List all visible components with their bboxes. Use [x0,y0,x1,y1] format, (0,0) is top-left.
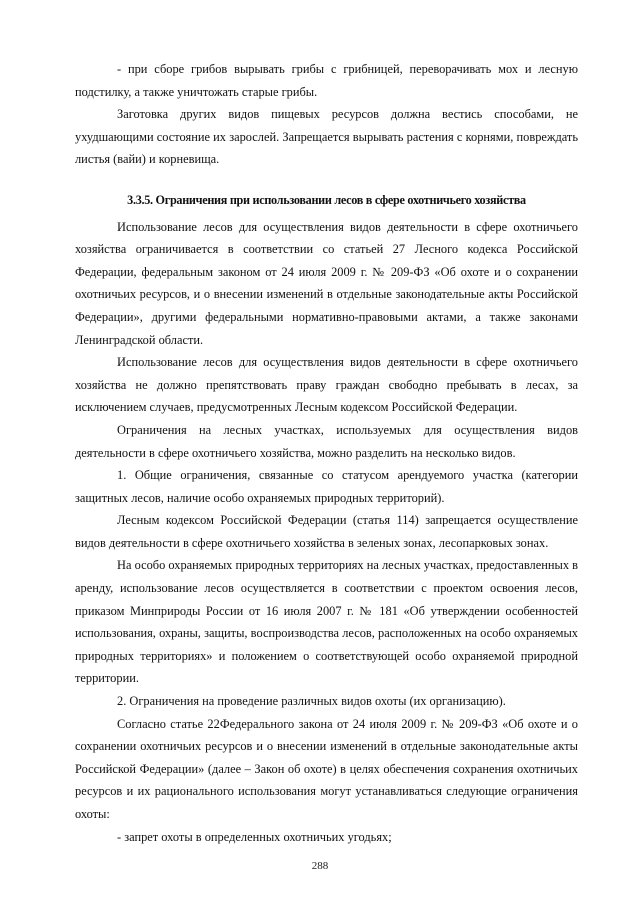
paragraph-hunting-types-restrictions: 2. Ограничения на проведение различных видов охоты (их организацию). [117,694,506,709]
paragraph-citizen-rights: Использование лесов для осуществления видов деятельности в сфере охотничьего хозяйства не должно препятствовать праву граждан свободно пребывать в лесах, за исключением случаев, предусмотренных Лесным кодексом Российской Федерации. [75,355,578,415]
paragraph-other-food-resources: Заготовка других видов пищевых ресурсов должна вестись способами, не ухудшающими состояние их зарослей. Запрещается вырывать растения с корнями, повреждать листья (вайи) и корневища. [75,107,578,167]
document-page [75,58,578,848]
paragraph-protected-areas: На особо охраняемых природных территориях на лесных участках, предоставленных в аренду, использование лесов осуществляется в соответствии с проектом освоения лесов, приказом Минприроды России от 16 июля 2007 г. № 181 «Об утверждении особенностей использования, охраны, защиты, воспроизводства лесов, расположенных на особо охраняемых природных территориях» и положением о соответствующей особо охраняемой природной территории. [75,558,578,686]
paragraph-forest-code-article: Лесным кодексом Российской Федерации (статья 114) запрещается осуществление видов деятельности в сфере охотничьего хозяйства в зеленых зонах, лесопарковых зонах. [75,513,578,550]
page-number: 288 [311,860,329,872]
paragraph-restriction-types: Ограничения на лесных участках, используемых для осуществления видов деятельности в сфере охотничьего хозяйства, можно разделить на несколько видов. [75,422,578,460]
paragraph-hunting-restrictions-basis: Использование лесов для осуществления видов деятельности в сфере охотничьего хозяйства ограничивается в соответствии со статьей 27 Лесного кодекса Российской Федерации, федеральным законом от 24 июля 2009 г. № 209-ФЗ «Об охоте и о сохранении охотничьих ресурсов, и о внесении изменений в отдельные законодательные акты Российской Федерации», другими федеральными нормативно-правовыми актами, а также законами Ленинградской области. [75,219,578,347]
paragraph-hunting-ban-item: - запрет охоты в определенных охотничьих угодьях; [117,829,392,844]
paragraph-hunting-law-article: Согласно статье 22Федерального закона от 24 июля 2009 г. № 209-ФЗ «Об охоте и о сохранении охотничьих ресурсов и о внесении изменений в отдельные законодательные акты Российской Федерации» (далее – Закон об охоте) в целях обеспечения сохранения охотничьих ресурсов и их рационального использования могут устанавливаться следующие ограничения охоты: [75,716,578,821]
section-heading: 3.3.5. Ограничения при использовании лесов в сфере охотничьего хозяйства [127,192,526,207]
paragraph-mushroom-rules: - при сборе грибов вырывать грибы с грибницей, переворачивать мох и лесную подстилку, а также уничтожать старые грибы. [75,62,578,99]
paragraph-general-restrictions: 1. Общие ограничения, связанные со статусом арендуемого участка (категории защитных лесов, наличие особо охраняемых природных территорий). [75,468,578,505]
